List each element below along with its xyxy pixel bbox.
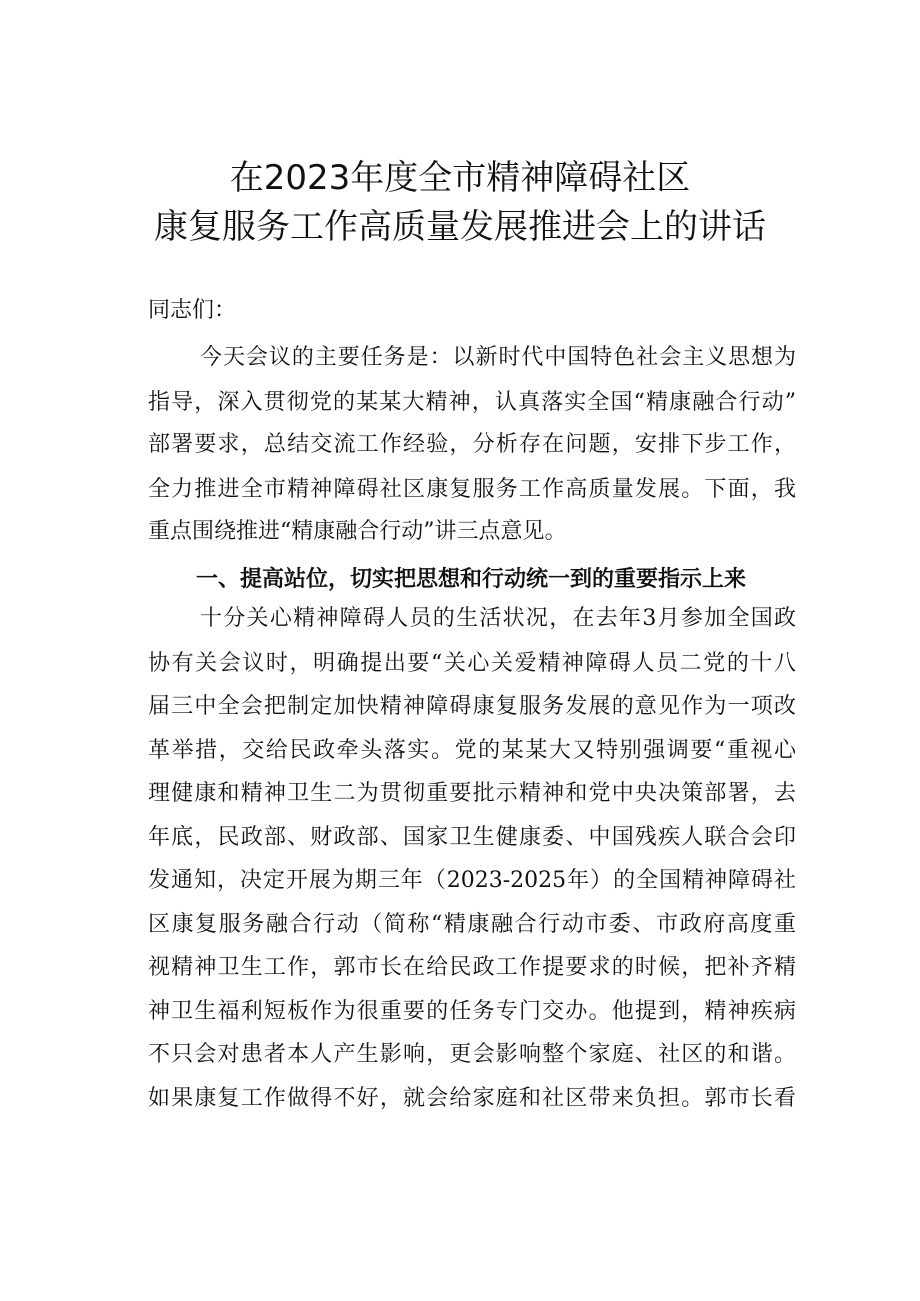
paragraph-2-line: 理健康和精神卫生二为贯彻重要批示精神和党中央决策部署，去 (148, 781, 796, 806)
paragraph-2-line: 十分关心精神障碍人员的生活状况，在去年3月参加全国政 (200, 606, 796, 631)
paragraph-1-line: 全力推进全市精神障碍社区康复服务工作高质量发展。下面，我 (148, 477, 796, 502)
salutation: 同志们： (148, 298, 237, 323)
paragraph-2-line: 革举措，交给民政牵头落实。党的某某大又特别强调要“重视心 (148, 738, 796, 763)
paragraph-1-line: 今天会议的主要任务是：以新时代中国特色社会主义思想为 (200, 345, 796, 370)
paragraph-2-line: 年底，民政部、财政部、国家卫生健康委、中国残疾人联合会印 (148, 825, 796, 850)
paragraph-1-line: 指导，深入贯彻党的某某大精神，认真落实全国“精康融合行动” (148, 390, 796, 415)
paragraph-2-line: 不只会对患者本人产生影响，更会影响整个家庭、社区的和谐。 (148, 1042, 796, 1067)
paragraph-2-line: 视精神卫生工作，郭市长在给民政工作提要求的时候，把补齐精 (148, 955, 796, 980)
paragraph-2-line: 神卫生福利短板作为很重要的任务专门交办。他提到，精神疾病 (148, 999, 796, 1024)
section-1-heading: 一、提高站位，切实把思想和行动统一到的重要指示上来 (196, 567, 747, 592)
paragraph-2-line: 发通知，决定开展为期三年（2023-2025年）的全国精神障碍社 (148, 868, 796, 893)
paragraph-2-line: 如果康复工作做得不好，就会给家庭和社区带来负担。郭市长看 (148, 1086, 796, 1111)
paragraph-2-line: 区康复服务融合行动（简称“精康融合行动市委、市政府高度重 (148, 912, 796, 937)
document-title-line-2: 康复服务工作高质量发展推进会上的讲话 (154, 207, 766, 247)
paragraph-2-line: 协有关会议时，明确提出要“关心关爱精神障碍人员二党的十八 (148, 651, 796, 676)
document-title-line-1: 在2023年度全市精神障碍社区 (229, 158, 691, 198)
paragraph-1-line: 部署要求，总结交流工作经验，分析存在问题，安排下步工作， (148, 432, 796, 457)
paragraph-1-line: 重点围绕推进“精康融合行动”讲三点意见。 (148, 519, 567, 544)
paragraph-2-line: 届三中全会把制定加快精神障碍康复服务发展的意见作为一项改 (148, 694, 796, 719)
